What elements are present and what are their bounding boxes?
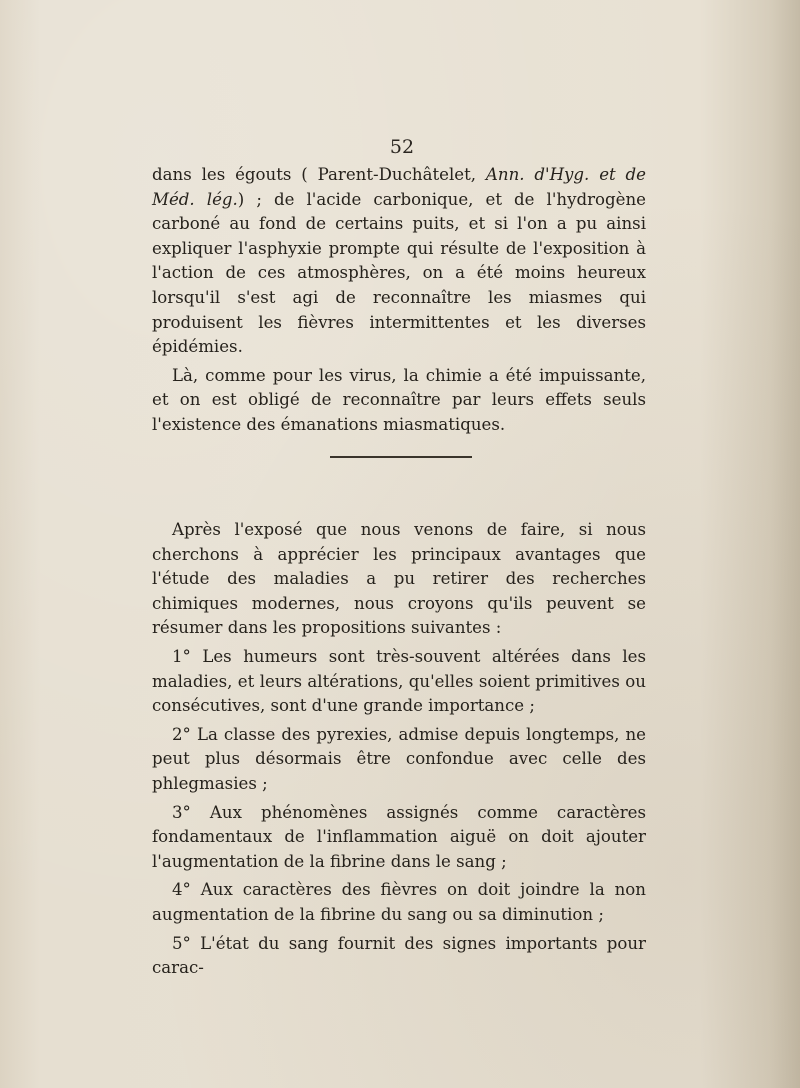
paragraph-egouts-start: dans les égouts ( Parent-Duchâtelet, (152, 165, 486, 184)
top-text-block (152, 163, 646, 442)
paragraph-egouts-rest: ) ; de l'acide carbonique, et de l'hydrogène carboné au fond de certains puits, et si l'on a pu ainsi expliquer l'asphyxie prompte qui résulte de l'exposition à l'action de ces atmosphères, on a été moins heureux lorsqu'il s'est agi de reconnaître les miasmes qui produisent les fièvres intermittentes et les diverses épidémies. (152, 189, 646, 357)
page-number: 52 (389, 136, 415, 158)
proposition-item: 2° La classe des pyrexies, admise depuis longtemps, ne peut plus désormais être confondue avec celle des phlegmasies ; (152, 724, 646, 793)
proposition-item: 1° Les humeurs sont très-souvent altérées dans les maladies, et leurs altérations, qu'elles soient primitives ou consécutives, sont d'une grande importance ; (152, 646, 646, 716)
section-divider (330, 456, 472, 458)
proposition-item: 5° L'état du sang fournit des signes importants pour carac- (152, 933, 646, 978)
paragraph-egouts (152, 163, 646, 360)
proposition-item: 4° Aux caractères des fièvres on doit joindre la non augmentation de la fibrine du sang ou sa diminution ; (152, 880, 646, 924)
paragraph-virus: Là, comme pour les virus, la chimie a été impuissante, et on est obligé de reconnaître par leurs effets seuls l'existence des émanations miasmatiques. (152, 365, 646, 434)
proposition-item: 3° Aux phénomènes assignés comme caractères fondamentaux de l'inflammation aiguë on doit ajouter l'augmentation de la fibrine dans le sang ; (152, 802, 646, 871)
paragraph-intro: Après l'exposé que nous venons de faire, si nous cherchons à apprécier les principaux avantages que l'étude des maladies a pu retirer des recherches chimiques modernes, nous croyons qu'ils peuvent se résumer dans les propositions suivantes : (152, 520, 646, 638)
bottom-text-block (152, 518, 646, 985)
citation-italic: Ann. d'Hyg. et de Méd. lég. (152, 165, 646, 209)
